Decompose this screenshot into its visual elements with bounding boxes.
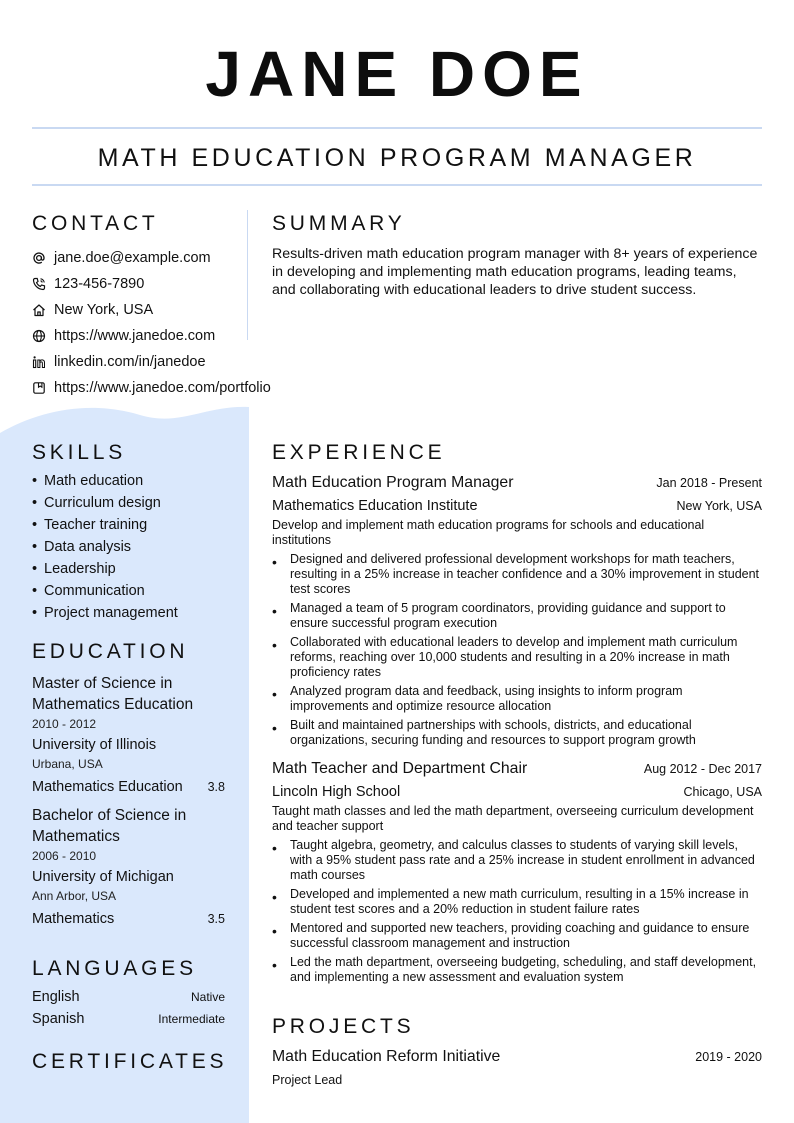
job-dates: Aug 2012 - Dec 2017: [643, 762, 762, 776]
job-bullet: • Managed a team of 5 program coordinators, providing guidance and support to ensure successful program execution: [272, 601, 726, 630]
languages-heading: LANGUAGES: [32, 957, 197, 980]
contact-portfolio[interactable]: [32, 375, 271, 401]
header-bottom-rule: [32, 184, 762, 186]
skill-item: • Math education: [32, 473, 144, 489]
job-bullet: • Led the math department, overseeing budgeting, scheduling, and staff development, and implementing a new assessment and evaluation system: [272, 955, 757, 984]
summary-section: [272, 211, 762, 299]
contact-portfolio-text: https://www.janedoe.com/portfolio: [54, 380, 271, 396]
contact-location-text: New York, USA: [54, 302, 154, 318]
language-row: [32, 986, 225, 1008]
linkedin-icon: [32, 355, 46, 369]
skill-item: • Teacher training: [32, 517, 148, 533]
home-icon: [32, 303, 46, 317]
job-title-heading: MATH EDUCATION PROGRAM MANAGER: [97, 144, 697, 172]
job-dates: Jan 2018 - Present: [656, 476, 762, 490]
globe-icon: [32, 329, 46, 343]
education-field: Mathematics Education: [32, 779, 183, 795]
education-dates: 2010 - 2012: [32, 717, 97, 731]
contact-phone-text: 123-456-7890: [54, 276, 145, 292]
education-heading: EDUCATION: [32, 640, 189, 663]
contact-website[interactable]: [32, 323, 225, 349]
job-bullet: • Mentored and supported new teachers, providing coaching and guidance to ensure successful classroom management and instruction: [272, 921, 750, 950]
portfolio-icon: [32, 381, 46, 395]
contact-heading: CONTACT: [32, 212, 159, 235]
skills-heading: SKILLS: [32, 441, 127, 464]
education-dates: 2006 - 2010: [32, 849, 97, 863]
experience-heading: EXPERIENCE: [272, 441, 446, 464]
job-company: Lincoln High School: [272, 784, 401, 800]
job-bullet: • Taught algebra, geometry, and calculus classes to students of varying skill levels, with a 95% student pass rate and a 25% increase in student enrollment in advanced math courses: [272, 838, 755, 882]
experience-section: [272, 440, 762, 989]
contact-email[interactable]: [32, 245, 225, 271]
job-location: Chicago, USA: [683, 785, 762, 799]
skills-section: [32, 440, 225, 624]
certificates-heading: CERTIFICATES: [32, 1050, 228, 1073]
contact-linkedin-text: linkedin.com/in/janedoe: [54, 354, 206, 370]
education-entry: [32, 673, 225, 797]
project-entry: [272, 1046, 762, 1088]
education-gpa: 3.8: [207, 780, 225, 794]
projects-section: [272, 1014, 762, 1088]
education-entry: [32, 805, 225, 929]
languages-section: [32, 956, 225, 1030]
education-degree: Bachelor of Science in Mathematics: [32, 807, 187, 845]
job-title: Math Education Program Manager: [272, 474, 514, 491]
language-level: Native: [190, 990, 225, 1004]
projects-heading: PROJECTS: [272, 1015, 415, 1038]
language-row: [32, 1008, 225, 1030]
contact-linkedin[interactable]: [32, 349, 225, 375]
contact-phone[interactable]: [32, 271, 225, 297]
candidate-name: JANE DOE: [205, 38, 589, 110]
job-description: Develop and implement math education programs for schools and educational institutions: [272, 518, 705, 547]
project-title: Math Education Reform Initiative: [272, 1048, 501, 1065]
job-bullet: • Analyzed program data and feedback, using insights to inform program improvements and optimize resource allocation: [272, 684, 683, 713]
at-icon: [32, 251, 46, 265]
skill-item: • Project management: [32, 605, 178, 621]
job-bullet: • Built and maintained partnerships with schools, districts, and educational organizations, securing funding and resources to support program growth: [272, 718, 696, 747]
education-degree: Master of Science in Mathematics Education: [32, 675, 194, 713]
phone-icon: [32, 277, 46, 291]
contact-email-text: jane.doe@example.com: [54, 250, 211, 266]
skill-item: • Curriculum design: [32, 495, 161, 511]
job-entry: [272, 472, 762, 748]
contact-section: [32, 211, 271, 401]
summary-heading: SUMMARY: [272, 212, 406, 235]
education-section: [32, 639, 225, 929]
header-top-rule: [32, 127, 762, 129]
job-bullet: • Designed and delivered professional development workshops for math teachers, resulting in a 25% increase in teacher confidence and a 30% improvement in student test scores: [272, 552, 760, 596]
skill-item: • Data analysis: [32, 539, 132, 555]
project-dates: 2019 - 2020: [695, 1050, 762, 1064]
job-bullet: • Developed and implemented a new math curriculum, resulting in a 15% increase in student test scores and a 20% reduction in student failure rates: [272, 887, 749, 916]
certificates-section: [32, 1049, 228, 1075]
contact-location: [32, 297, 225, 323]
skill-item: • Leadership: [32, 561, 116, 577]
job-description: Taught math classes and led the math department, overseeing curriculum development and teacher support: [272, 804, 754, 833]
job-location: New York, USA: [676, 499, 762, 513]
job-bullet: • Collaborated with educational leaders to develop and implement math curriculum reforms, reaching over 10,000 students and resulting in a 20% increase in math proficiency rates: [272, 635, 738, 679]
skill-item: • Communication: [32, 583, 145, 599]
language-level: Intermediate: [158, 1012, 225, 1026]
job-entry: [272, 758, 762, 985]
project-role: Project Lead: [272, 1073, 343, 1087]
language-name: English: [32, 989, 80, 1005]
contact-website-text: https://www.janedoe.com: [54, 328, 216, 344]
education-location: Urbana, USA: [32, 757, 103, 771]
education-school: University of Michigan: [32, 869, 174, 885]
summary-text: Results-driven math education program manager with 8+ years of experience in developing and implementing math education programs, leading teams, and collaborating with educational leaders to drive student success.: [272, 246, 758, 298]
education-gpa: 3.5: [207, 912, 225, 926]
job-company: Mathematics Education Institute: [272, 498, 478, 514]
language-name: Spanish: [32, 1011, 85, 1027]
column-divider: [247, 210, 248, 340]
education-school: University of Illinois: [32, 737, 157, 753]
education-field: Mathematics: [32, 911, 115, 927]
job-title: Math Teacher and Department Chair: [272, 760, 528, 777]
education-location: Ann Arbor, USA: [32, 889, 117, 903]
